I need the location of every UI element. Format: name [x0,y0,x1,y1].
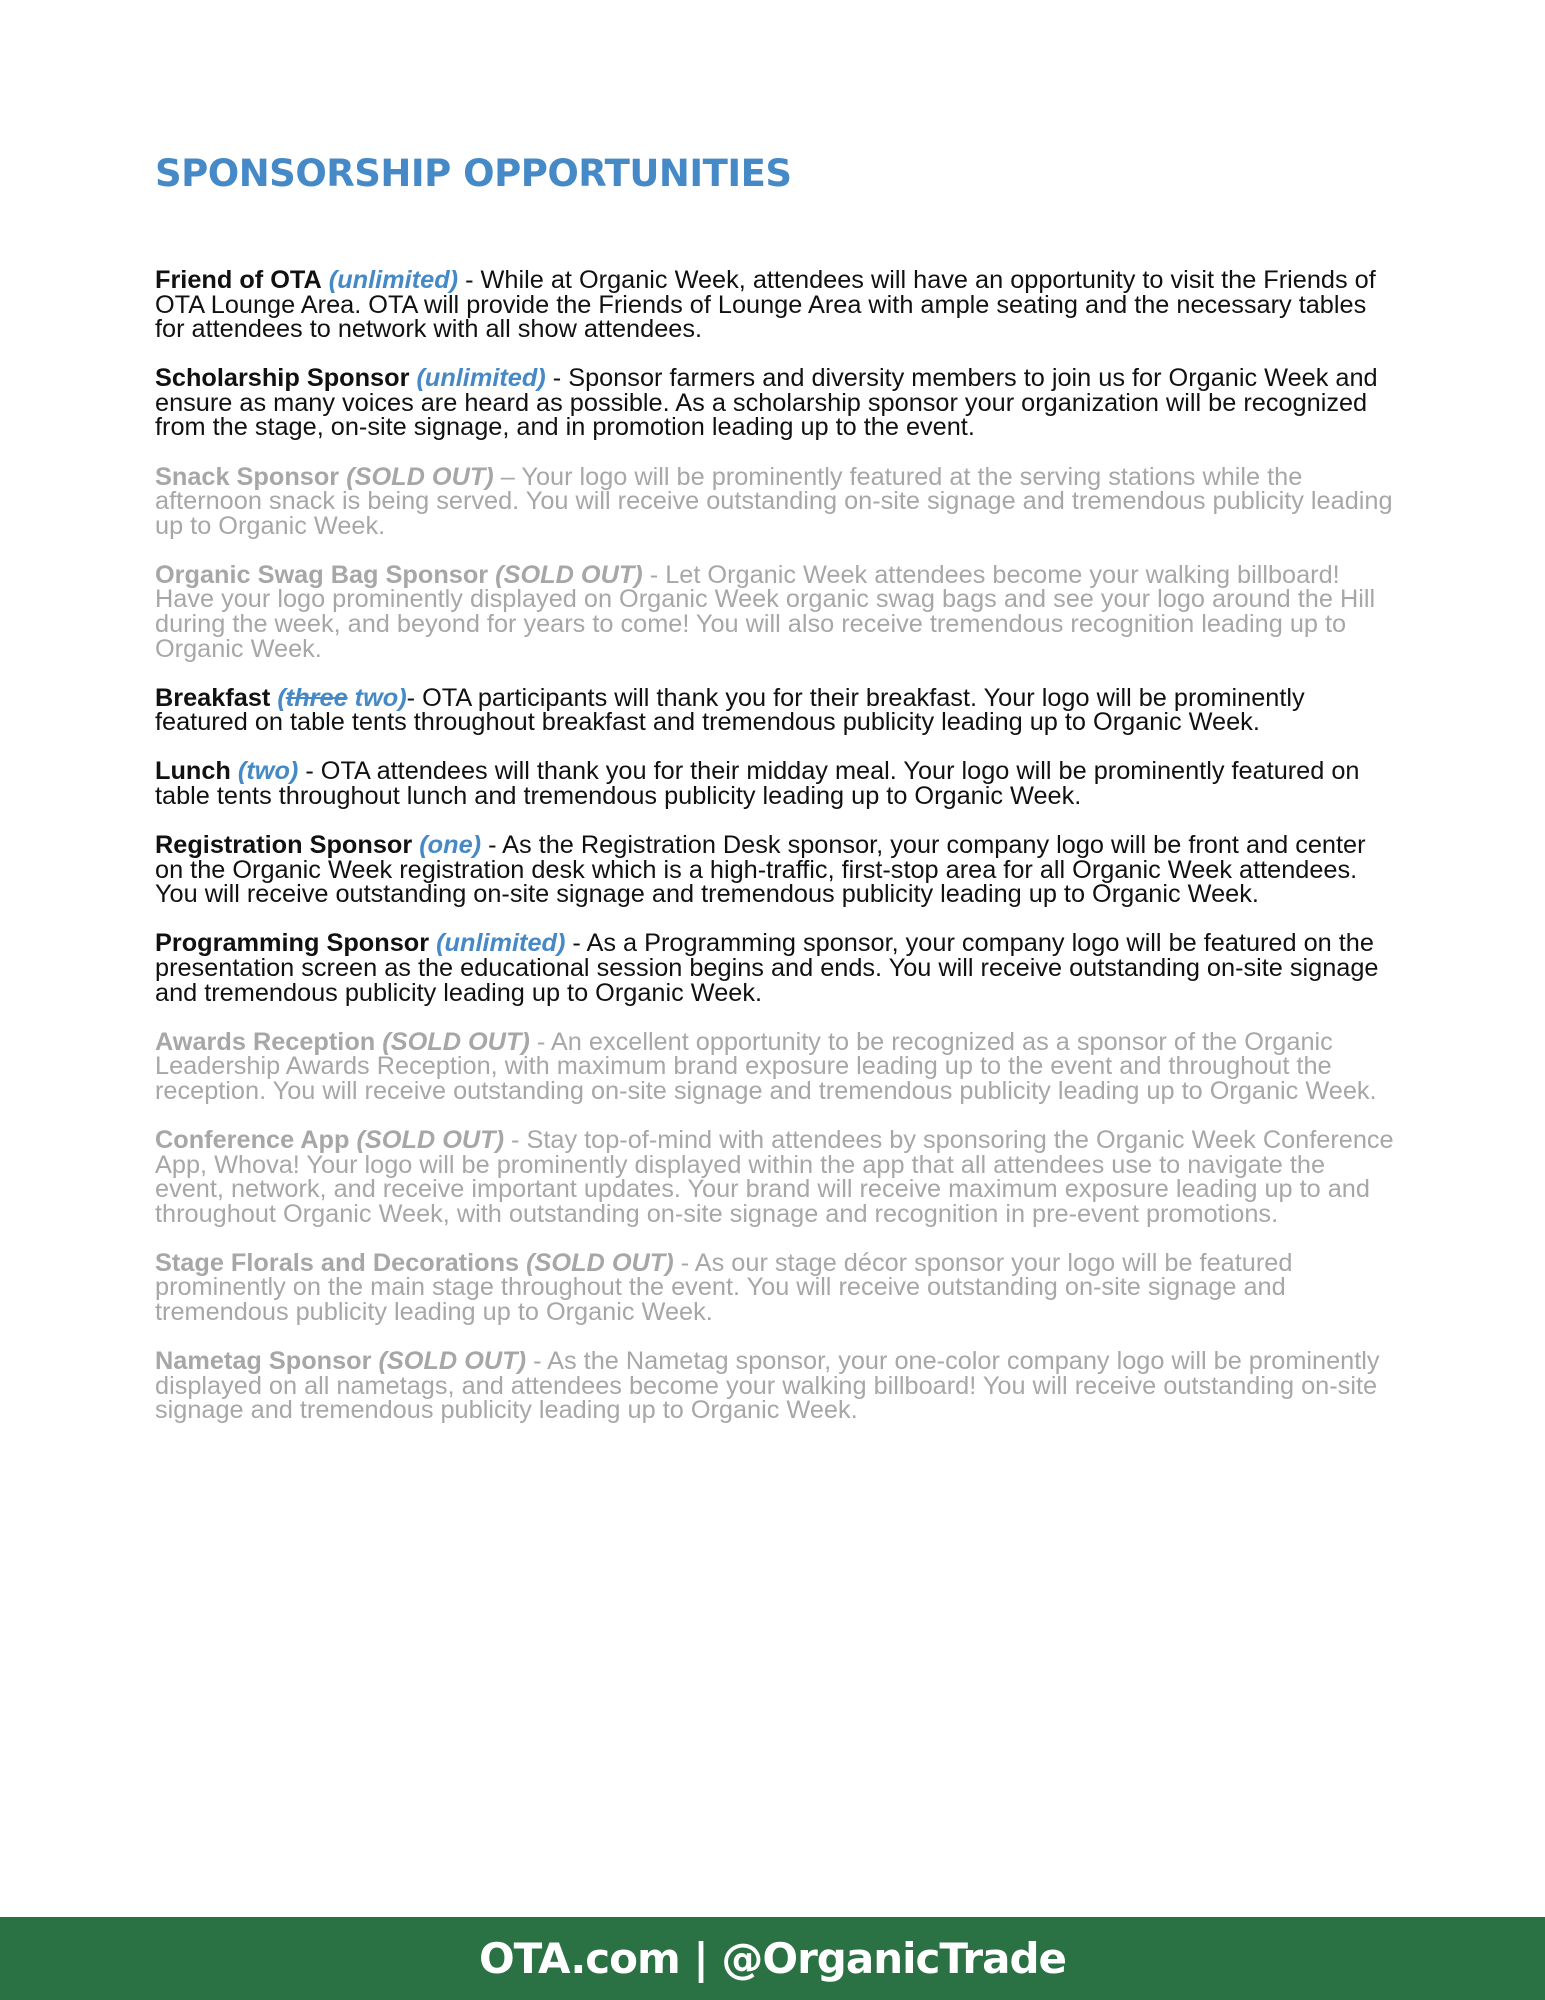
footer-bar [0,1917,1545,2000]
availability-open-paren: ( [277,683,286,712]
page-title: SPONSORSHIP OPPORTUNITIES [155,152,792,195]
sponsorship-availability: (one) [419,831,482,860]
sponsorship-availability: (SOLD OUT) [346,462,494,491]
sponsorship-item-breakfast [155,683,1395,737]
sponsorship-description: - As our stage décor sponsor your logo will be featured prominently on the main stage throughout the event. You will receive outstanding on-site signage and tremendous publicity leading up to Organic Week. [155,1248,1293,1326]
sponsorship-name: Breakfast [155,683,271,712]
sponsorship-name: Lunch [155,757,231,786]
sponsorship-description: - An excellent opportunity to be recognized as a sponsor of the Organic Leadership Awards Reception, with maximum brand exposure leading up to the event and throughout the reception. You will receive outstanding on-site signage and tremendous publicity leading up to Organic Week. [155,1027,1377,1105]
availability-struck-count: three [285,683,348,712]
sponsorship-availability: (SOLD OUT) [382,1027,530,1056]
sponsorship-item-snack-sponsor [155,462,1395,540]
sponsorship-availability: (SOLD OUT) [495,560,643,589]
sponsorship-name: Nametag Sponsor [155,1347,372,1376]
sponsorship-name: Friend of OTA [155,266,322,294]
sponsorship-item-nametag-sponsor [155,1349,1395,1423]
sponsorship-description: - As a Programming sponsor, your company logo will be featured on the presentation screen as the educational session begins and ends. You will receive outstanding on-site signage and tremendous publicity leading up to Organic Week. [155,929,1379,1007]
sponsorship-item-lunch [155,759,1395,808]
sponsorship-name: Conference App [155,1125,350,1154]
sponsorship-description: - Stay top-of-mind with attendees by sponsoring the Organic Week Conference App, Whova! Your logo will be prominently displayed within the app that all attendees use to navigate the event, network, and receive important updates. Your brand will receive maximum exposure leading up to and throughout Organic Week, with outstanding on-site signage and recognition in pre-event promotions. [155,1125,1394,1228]
sponsorship-item-swag-bag-sponsor [155,560,1395,663]
sponsorship-name: Registration Sponsor [155,831,413,860]
sponsorship-name: Scholarship Sponsor [155,364,410,393]
sponsorship-item-programming-sponsor [155,931,1395,1005]
sponsorship-availability: (SOLD OUT) [356,1125,505,1154]
sponsorship-list [155,268,1395,1447]
footer-contact: OTA.com | @OrganicTrade [478,1934,1067,1983]
sponsorship-description: - Let Organic Week attendees become your walking billboard! Have your logo prominently displayed on Organic Week organic swag bags and see your logo around the Hill during the week, and beyond for years to come! You will also receive tremendous recognition leading up to Organic Week. [155,560,1376,663]
sponsorship-item-conference-app [155,1125,1395,1228]
sponsorship-description: - Sponsor farmers and diversity members to join us for Organic Week and ensure as many voices are heard as possible. As a scholarship sponsor your organization will be recognized from the stage, on-site signage, and in promotion leading up to the event. [155,364,1378,442]
sponsorship-description: – Your logo will be prominently featured at the serving stations while the afternoon snack is being served. You will receive outstanding on-site signage and tremendous publicity leading up to Organic Week. [155,462,1393,540]
sponsorship-name: Organic Swag Bag Sponsor [155,560,489,589]
sponsorship-description: - As the Nametag sponsor, your one-color company logo will be prominently displayed on all nametags, and attendees become your walking billboard! You will receive outstanding on-site signage and tremendous publicity leading up to Organic Week. [155,1347,1380,1425]
availability-current-count: two) [347,683,407,712]
sponsorship-availability: (unlimited) [416,364,546,393]
sponsorship-availability: (unlimited) [436,929,566,958]
sponsorship-availability: (two) [237,757,299,786]
sponsorship-description: - OTA participants will thank you for their breakfast. Your logo will be prominently featured on table tents throughout breakfast and tremendous publicity leading up to Organic Week. [155,683,1305,737]
sponsorship-availability: (SOLD OUT) [378,1347,527,1376]
sponsorship-item-registration-sponsor [155,833,1395,907]
sponsorship-name: Stage Florals and Decorations [155,1248,520,1277]
sponsorship-description: - While at Organic Week, attendees will have an opportunity to visit the Friends of OTA Lounge Area. OTA will provide the Friends of Lounge Area with ample seating and the necessary tables for attendees to network with all show attendees. [155,266,1376,344]
sponsorship-name: Awards Reception [155,1027,376,1056]
sponsorship-description: - OTA attendees will thank you for their midday meal. Your logo will be prominently featured on table tents throughout lunch and tremendous publicity leading up to Organic Week. [155,757,1360,810]
sponsorship-description: - As the Registration Desk sponsor, your company logo will be front and center on the Organic Week registration desk which is a high-traffic, first-stop area for all Organic Week attendees. You will receive outstanding on-site signage and tremendous publicity leading up to Organic Week. [155,831,1366,909]
sponsorship-name: Programming Sponsor [155,929,430,958]
sponsorship-item-scholarship-sponsor [155,366,1395,440]
sponsorship-availability: (SOLD OUT) [526,1248,674,1277]
sponsorship-item-awards-reception [155,1027,1395,1105]
sponsorship-name: Snack Sponsor [155,462,340,491]
sponsorship-item-friend-of-ota [155,268,1395,342]
sponsorship-availability: (unlimited) [328,266,459,294]
sponsorship-item-stage-florals [155,1248,1395,1326]
